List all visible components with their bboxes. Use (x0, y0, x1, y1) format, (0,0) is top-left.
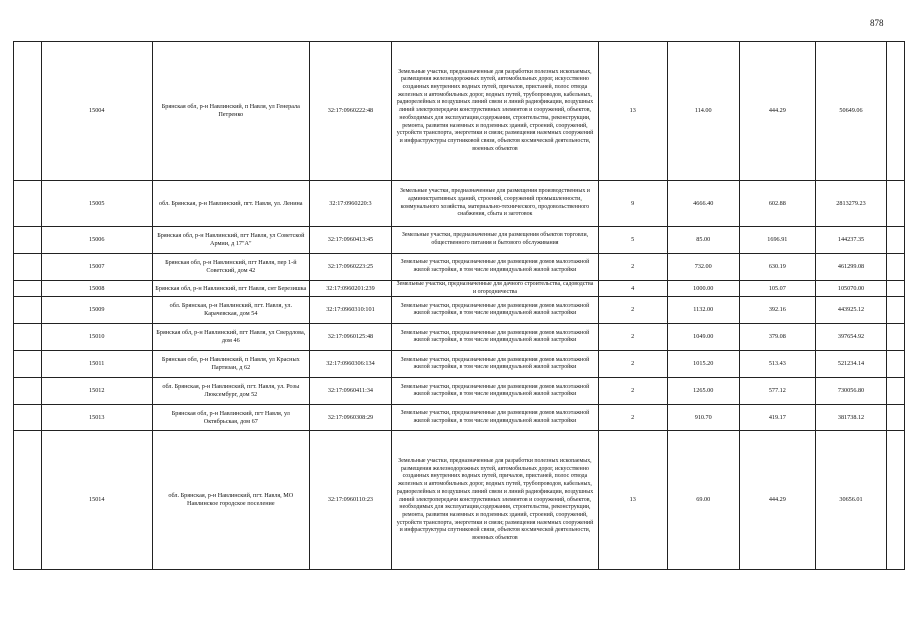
group-code: 2 (598, 254, 667, 281)
blank-cell (887, 181, 905, 227)
cadastral-number: 32:17:0960201:239 (309, 281, 391, 297)
group-code: 4 (598, 281, 667, 297)
cadastral-number: 32:17:0960220:3 (309, 181, 391, 227)
area-cell: 69.00 (667, 431, 739, 570)
cadastral-value: 461299.08 (815, 254, 886, 281)
cadastral-value: 730056.80 (815, 378, 886, 405)
area-cell: 1132.00 (667, 297, 739, 324)
table-row (14, 181, 905, 227)
group-code: 9 (598, 181, 667, 227)
table-row (14, 405, 905, 431)
cadastral-value: 2813279.23 (815, 181, 886, 227)
cadastral-number: 32:17:0960413:45 (309, 227, 391, 254)
rate-cell: 577.12 (739, 378, 815, 405)
address-cell: Брянская обл, р-н Навлинский, п Навля, ул Генерала Петренко (152, 42, 309, 181)
blank-cell (14, 351, 42, 378)
table-row (14, 297, 905, 324)
area-cell: 732.00 (667, 254, 739, 281)
cadastral-value: 105070.00 (815, 281, 886, 297)
address-cell: Брянская обл, р-н Навлинский, пгт Навля, снт Березишка (152, 281, 309, 297)
rate-cell: 444.29 (739, 431, 815, 570)
blank-cell (887, 281, 905, 297)
cadastral-value: 144237.35 (815, 227, 886, 254)
blank-cell (14, 254, 42, 281)
row-number: 15008 (41, 281, 152, 297)
group-code: 2 (598, 378, 667, 405)
land-use-description: Земельные участки, предназначенные для дачного строительства, садоводства и огородничества (392, 281, 599, 297)
blank-cell (14, 405, 42, 431)
group-code: 5 (598, 227, 667, 254)
blank-cell (14, 227, 42, 254)
area-cell: 85.00 (667, 227, 739, 254)
area-cell: 1049.00 (667, 324, 739, 351)
table-row (14, 378, 905, 405)
area-cell: 4666.40 (667, 181, 739, 227)
blank-cell (887, 42, 905, 181)
cadastral-number: 32:17:0960306:134 (309, 351, 391, 378)
cadastral-number: 32:17:0960110:23 (309, 431, 391, 570)
address-cell: Брянская обл, р-н Навлинский, пгт Навля, пер 1-й Советский, дом 42 (152, 254, 309, 281)
group-code: 13 (598, 42, 667, 181)
group-code: 13 (598, 431, 667, 570)
area-cell: 910.70 (667, 405, 739, 431)
rate-cell: 602.88 (739, 181, 815, 227)
land-use-description: Земельные участки, предназначенные для размещения домов малоэтажной жилой застройки, в том числе индивидуальной жилой застройки (392, 378, 599, 405)
cadastral-value: 521234.14 (815, 351, 886, 378)
address-cell: Брянская обл, р-н Навлинский, пгт Навля, ул Свердлова, дом 46 (152, 324, 309, 351)
group-code: 2 (598, 351, 667, 378)
row-number: 15007 (41, 254, 152, 281)
row-number: 15014 (41, 431, 152, 570)
area-cell: 1000.00 (667, 281, 739, 297)
blank-cell (887, 431, 905, 570)
row-number: 15011 (41, 351, 152, 378)
rate-cell: 392.16 (739, 297, 815, 324)
land-use-description: Земельные участки, предназначенные для разработки полезных ископаемых, размещения железнодорожных путей, автомобильных дорог, искусственно созданных внутренних водных путей, причалов, пристаней, полос отвода железных и автомобильных дорог, водных путей, трубопроводов, кабельных, радиорелейных и воздушных линий связи и линий радиофикации, воздушных линий электропередачи конструктивных элементов и сооружений, объектов, необходимых для эксплуатации,содержания, строительства, реконструкции, ремонта, развития наземных и подземных зданий, строений, сооружений, устройств транспорта, энергетики и связи; размещения наземных сооружений и инфраструктуры спутниковой связи, объектов космической деятельности, военных объектов (392, 42, 599, 181)
table-row (14, 351, 905, 378)
cadastral-number: 32:17:0960125:48 (309, 324, 391, 351)
group-code: 2 (598, 405, 667, 431)
blank-cell (14, 431, 42, 570)
row-number: 15012 (41, 378, 152, 405)
blank-cell (887, 227, 905, 254)
land-use-description: Земельные участки, предназначенные для размещения домов малоэтажной жилой застройки, в том числе индивидуальной жилой застройки (392, 324, 599, 351)
land-use-description: Земельные участки, предназначенные для размещения объектов торговли, общественного питания и бытового обслуживания (392, 227, 599, 254)
table-row (14, 42, 905, 181)
address-cell: Брянская обл, р-н Навлинский, пгт Навля, ул Советской Армии, д 17"А" (152, 227, 309, 254)
cadastral-value: 443925.12 (815, 297, 886, 324)
rate-cell: 1696.91 (739, 227, 815, 254)
rate-cell: 444.29 (739, 42, 815, 181)
blank-cell (14, 181, 42, 227)
table-row (14, 227, 905, 254)
row-number: 15004 (41, 42, 152, 181)
table-row (14, 431, 905, 570)
blank-cell (14, 297, 42, 324)
row-number: 15009 (41, 297, 152, 324)
blank-cell (14, 281, 42, 297)
blank-cell (14, 378, 42, 405)
blank-cell (14, 42, 42, 181)
rate-cell: 105.07 (739, 281, 815, 297)
address-cell: обл. Брянская, р-н Навлинский, пгт. Навля, ул. Ленина (152, 181, 309, 227)
table-row (14, 254, 905, 281)
address-cell: Брянская обл, р-н Навлинский, п Навля, ул Красных Партизан, д 62 (152, 351, 309, 378)
page-number: 878 (870, 18, 884, 28)
land-use-description: Земельные участки, предназначенные для размещения домов малоэтажной жилой застройки, в том числе индивидуальной жилой застройки (392, 254, 599, 281)
cadastral-number: 32:17:0960308:29 (309, 405, 391, 431)
land-use-description: Земельные участки, предназначенные для размещения домов малоэтажной жилой застройки, в том числе индивидуальной жилой застройки (392, 351, 599, 378)
table-row (14, 324, 905, 351)
group-code: 2 (598, 324, 667, 351)
rate-cell: 419.17 (739, 405, 815, 431)
cadastral-value: 381738.12 (815, 405, 886, 431)
blank-cell (887, 254, 905, 281)
area-cell: 114.00 (667, 42, 739, 181)
rate-cell: 379.08 (739, 324, 815, 351)
blank-cell (14, 324, 42, 351)
cadastral-value: 397654.92 (815, 324, 886, 351)
cadastral-value: 50649.06 (815, 42, 886, 181)
row-number: 15006 (41, 227, 152, 254)
cadastral-number: 32:17:0960310:101 (309, 297, 391, 324)
cadastral-number: 32:17:0960223:25 (309, 254, 391, 281)
address-cell: обл. Брянская, р-н Навлинский, пгт. Навля, МО Навлинское городское поселение (152, 431, 309, 570)
blank-cell (887, 405, 905, 431)
area-cell: 1265.00 (667, 378, 739, 405)
address-cell: обл. Брянская, р-н Навлинский, пгт. Навля, ул. Розы Люксембург, дом 52 (152, 378, 309, 405)
land-use-description: Земельные участки, предназначенные для размещения домов малоэтажной жилой застройки, в том числе индивидуальной жилой застройки (392, 297, 599, 324)
address-cell: обл. Брянская, р-н Навлинский, пгт. Навля, ул. Карачевская, дом 54 (152, 297, 309, 324)
table-row (14, 281, 905, 297)
land-use-description: Земельные участки, предназначенные для размещения домов малоэтажной жилой застройки, в том числе индивидуальной жилой застройки (392, 405, 599, 431)
row-number: 15005 (41, 181, 152, 227)
blank-cell (887, 378, 905, 405)
land-use-description: Земельные участки, предназначенные для разработки полезных ископаемых, размещения железнодорожных путей, автомобильных дорог, искусственно созданных внутренних водных путей, причалов, пристаней, полос отвода железных и автомобильных дорог, водных путей, трубопроводов, кабельных, радиорелейных и воздушных линий связи и линий радиофикации, воздушных линий электропередачи конструктивных элементов и сооружений, объектов, необходимых для эксплуатации,содержания, строительства, реконструкции, ремонта, развития наземных и подземных зданий, строений, сооружений, устройств транспорта, энергетики и связи; размещения наземных сооружений и инфраструктуры спутниковой связи, объектов космической деятельности, военных объектов (392, 431, 599, 570)
area-cell: 1015.20 (667, 351, 739, 378)
cadastral-table (13, 41, 905, 570)
rate-cell: 630.19 (739, 254, 815, 281)
row-number: 15013 (41, 405, 152, 431)
group-code: 2 (598, 297, 667, 324)
cadastral-number: 32:17:0960222:48 (309, 42, 391, 181)
blank-cell (887, 351, 905, 378)
cadastral-number: 32:17:0960411:34 (309, 378, 391, 405)
blank-cell (887, 324, 905, 351)
land-use-description: Земельные участки, предназначенные для размещения производственных и административных зданий, строений, сооружений промышленности, коммунального хозяйства, материально-технического, продовольственного снабжения, сбыта и заготовок (392, 181, 599, 227)
rate-cell: 513.43 (739, 351, 815, 378)
cadastral-value: 30656.01 (815, 431, 886, 570)
row-number: 15010 (41, 324, 152, 351)
blank-cell (887, 297, 905, 324)
address-cell: Брянская обл, р-н Навлинский, пгт Навля, ул Октябрьская, дом 67 (152, 405, 309, 431)
